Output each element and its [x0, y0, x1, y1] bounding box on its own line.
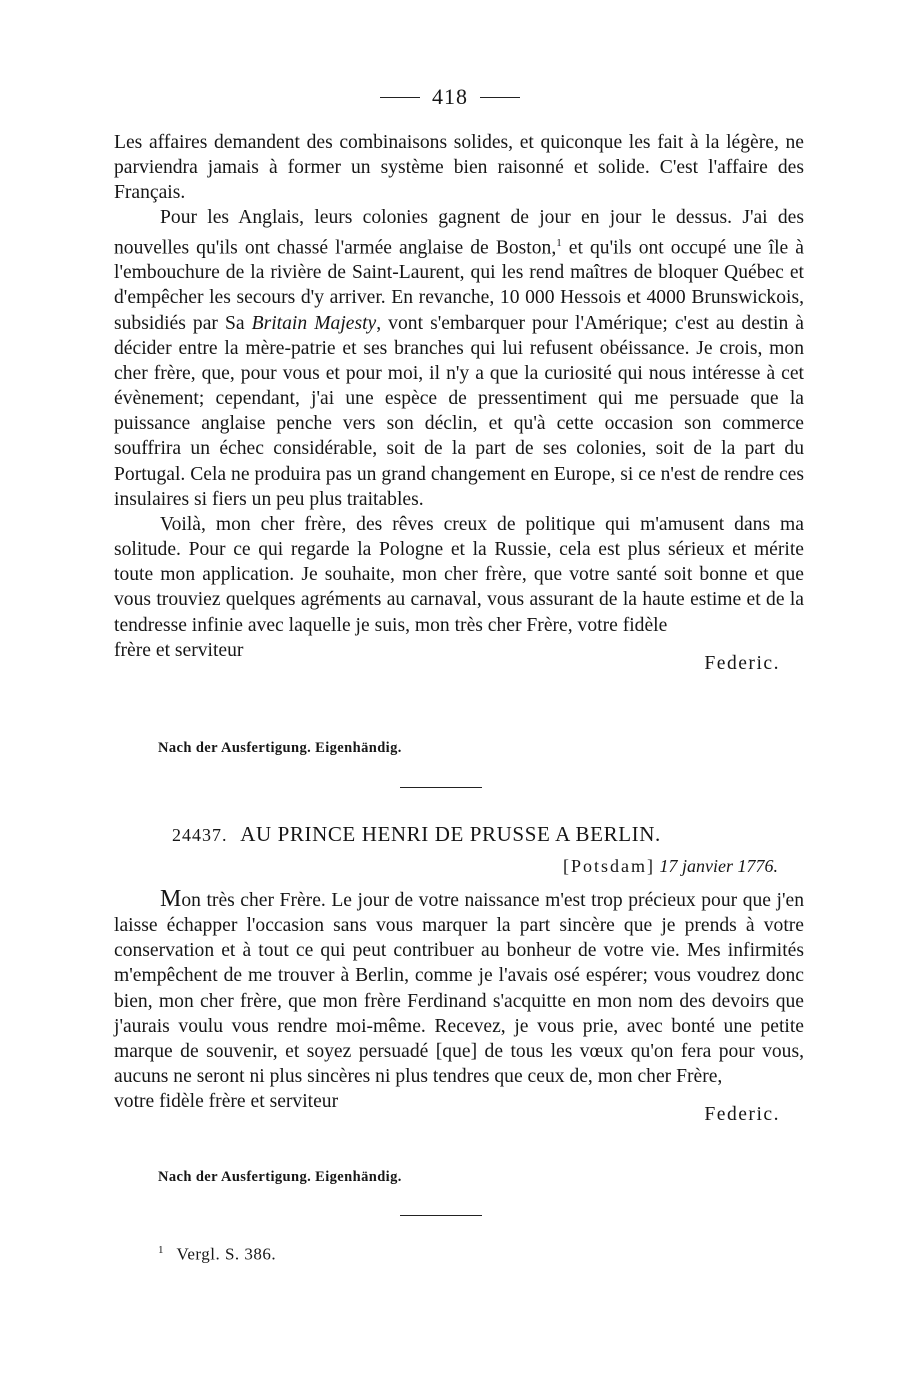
page-number: 418 [432, 84, 468, 109]
page-header [0, 84, 900, 110]
letter-2-date: 17 janvier 1776. [659, 856, 778, 876]
letter-1-paragraph-3: Voilà, mon cher frère, des rêves creux de politique qui m'amusent dans ma solitude. Pour ce qui regarde la Pologne et la Russie, cela est plus sérieux et mérite toute mon application. Je souhaite, mon cher frère, que votre santé soit bonne et que vous trouviez quelques agréments au carnaval, vous assurant de la haute estime et de la tendresse infinie avec laquelle je suis, mon très cher Frère, votre fidèle [114, 513, 804, 636]
letter-1-paragraph-2-part-c: , vont s'embarquer pour l'Amérique; c'est au destin à décider entre la mère-patrie et ses branches qui lui refusent obéissance. Je crois, mon cher frère, que, pour vous et pour moi, il n'y a que la curiosité qui nous intéresse à cet évènement; cependant, j'ai une espèce de pressentiment qui me persuade que la puissance anglaise penche vers son déclin, et qu'à cette occasion son commerce souffrira un échec considérable, soit de la part de ses colonies, soit de la part du Portugal. Cela ne produira pas un grand changement en Europe, si ce n'est de rendre ces insulaires si fiers un peu plus traitables. [114, 312, 804, 510]
letter-2-body [114, 886, 804, 1126]
letter-1-closing-row [114, 638, 804, 674]
section-divider [400, 787, 482, 788]
footnote-mark: 1 [158, 1244, 164, 1256]
letter-1-italic-phrase: Britain Majesty [251, 312, 377, 334]
letter-1-paragraph-2 [114, 205, 804, 511]
letter-2-initial: M [160, 886, 182, 912]
letter-1-signature: Federic. [704, 652, 780, 674]
letter-1-source-note: Nach der Ausfertigung. Eigenhändig. [158, 740, 402, 756]
letter-1-closing: frère et serviteur [114, 639, 244, 661]
letter-2-source-note: Nach der Ausfertigung. Eigenhändig. [158, 1169, 402, 1185]
letter-2-heading [172, 822, 661, 847]
letter-2-closing: votre fidèle frère et serviteur [114, 1091, 339, 1113]
letter-1-paragraph-2-part-b: et qu'ils ont occupé une île à l'embouchure de la rivière de Saint-Laurent, qui les rend maîtres de bloquer Québec et d'empêcher les secours d'y arriver. En revanche, 10 000 Hessois et 4000 Brunswickois, subsidiés par Sa [114, 237, 805, 334]
letter-2-closing-row [114, 1089, 804, 1126]
letter-2-title: AU PRINCE HENRI DE PRUSSE A BERLIN. [240, 822, 661, 846]
footnote-reference: 1 [556, 236, 562, 249]
letter-2-paragraph-1-text: on très cher Frère. Le jour de votre naissance m'est trop précieux pour que j'en laisse échapper l'occasion sans vous marquer la part sincère que je prends à votre conservation et à tout ce qui peut contribuer au bonheur de votre vie. Mes infirmités m'empêchent de me trouver à Berlin, comme je l'avais osé espérer; vous voudrez donc bien, mon cher frère, que mon frère Ferdinand s'acquitte en mon nom des devoirs que j'aurais voulu vous rendre moi-même. Recevez, je vous prie, avec bonté une petite marque de souvenir, et soyez persuadé [que] de tous les vœux qu'on fera pour vous, aucuns ne seront ni plus sincères ni plus tendres que ceux de, mon cher Frère, [114, 890, 804, 1088]
letter-2-place: [Potsdam] [563, 856, 655, 876]
header-dash-right [480, 97, 520, 98]
letter-1-paragraph-2-part-a: Pour les Anglais, leurs colonies gagnent de jour en jour le dessus. J'ai des nouvelles qu'ils ont chassé l'armée anglaise de Boston, [114, 207, 804, 259]
letter-1-body [114, 130, 805, 674]
letter-2-number: 24437. [172, 825, 228, 845]
letter-1-paragraph-1: Les affaires demandent des combinaisons solides, et quiconque les fait à la légère, ne parviendra jamais à former un système bien raisonné et solide. C'est l'affaire des Français. [114, 132, 804, 204]
letter-2-dateline [563, 856, 778, 877]
letter-2-signature: Federic. [704, 1104, 780, 1126]
footnote-text: Vergl. S. 386. [176, 1244, 277, 1264]
header-dash-left [380, 97, 420, 98]
footnote-divider [400, 1215, 482, 1216]
letter-2-paragraph-1 [114, 887, 804, 1089]
footnote [158, 1244, 276, 1265]
